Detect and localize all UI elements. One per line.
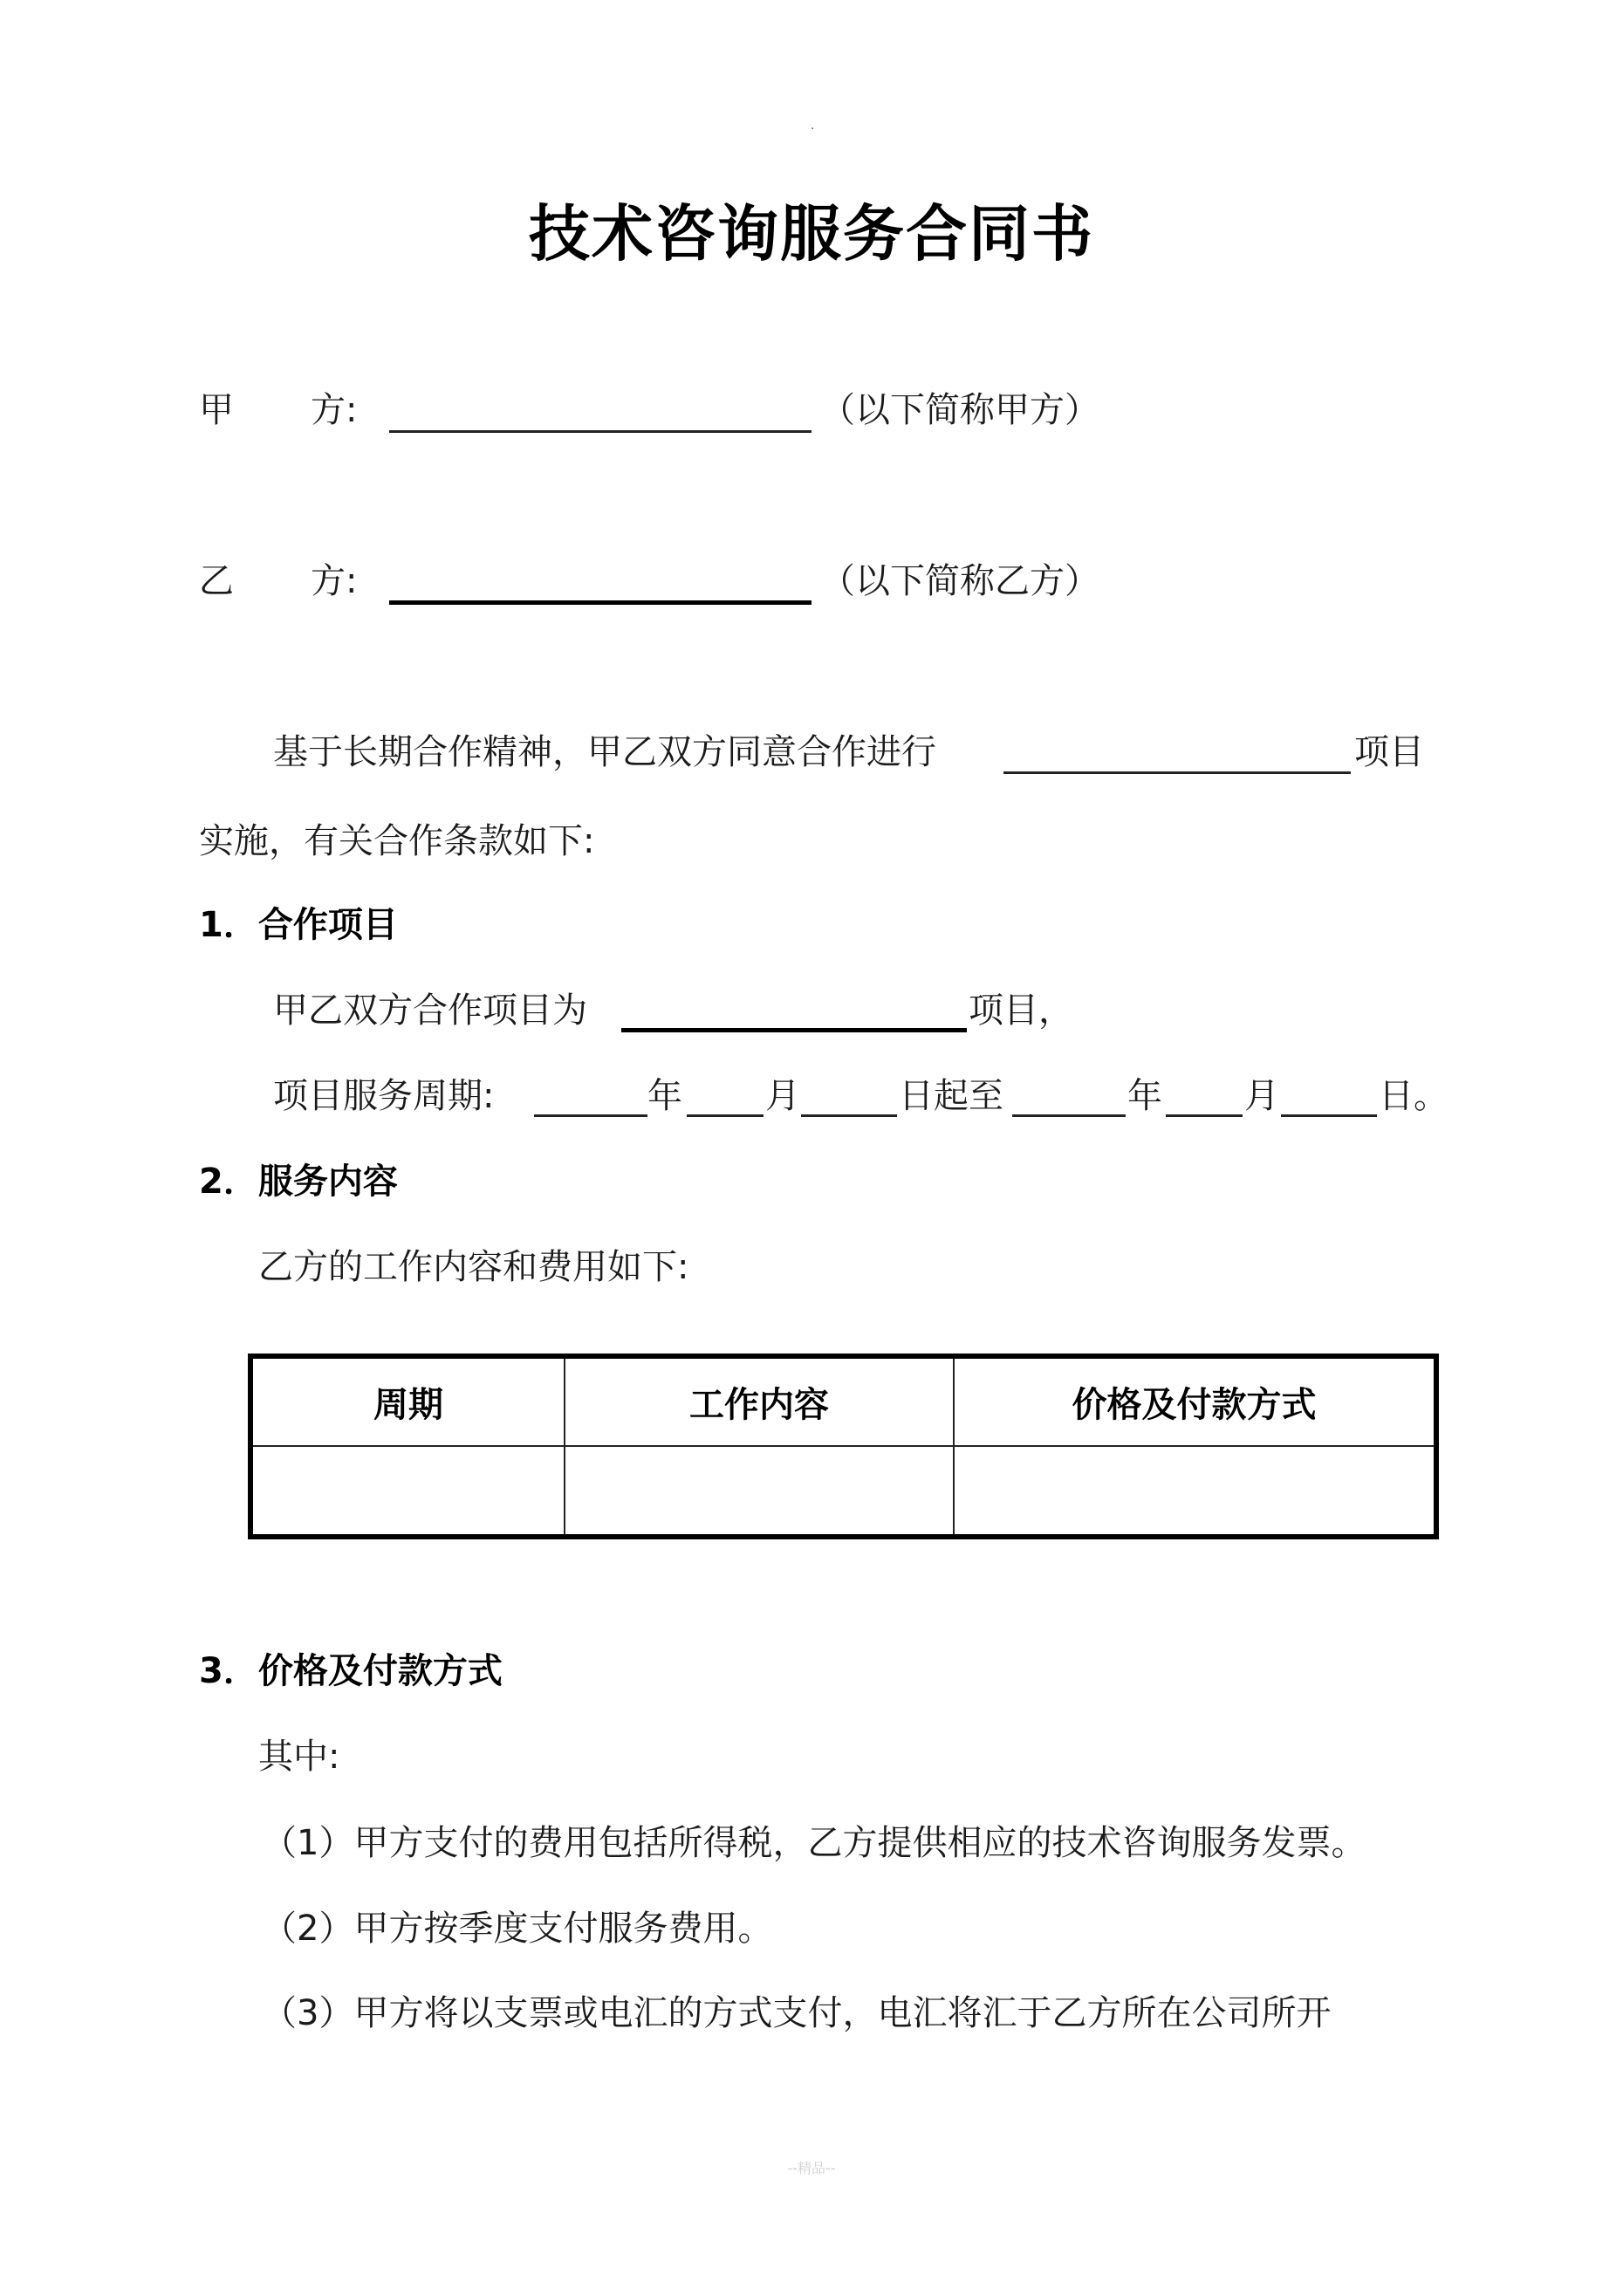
start-year-char: 年 (647, 1076, 682, 1116)
start-year-field[interactable] (534, 1079, 647, 1117)
table-header-row (250, 1356, 1436, 1446)
cooperation-project-underline (621, 1028, 967, 1032)
document-title: 技术咨询服务合同书 (529, 198, 1094, 270)
intro-line-1-prefix: 基于长期合作精神，甲乙双方同意合作进行 (273, 732, 936, 772)
service-table (248, 1354, 1439, 1539)
payment-term-2: （2）甲方按季度支付服务费用。 (262, 1909, 773, 1949)
party-a-label-1: 甲 (199, 390, 234, 430)
party-b-label-1: 乙 (199, 561, 234, 601)
end-month-underline (1166, 1114, 1243, 1117)
party-a-label-2: 方: (311, 390, 358, 430)
end-day-field[interactable] (1281, 1079, 1377, 1117)
section-1-item-suffix: 项目， (969, 990, 1073, 1031)
section-2-intro: 乙方的工作内容和费用如下: (258, 1247, 689, 1287)
start-month-char: 月 (765, 1076, 800, 1116)
section-1-heading: 1．合作项目 (199, 905, 398, 945)
party-a-note: （以下简称甲方） (820, 390, 1099, 430)
table-row (250, 1446, 1436, 1537)
party-b-label-2: 方: (311, 561, 358, 601)
start-day-underline (801, 1114, 897, 1117)
column-header-work-content: 工作内容 (565, 1356, 954, 1446)
payment-term-3: （3）甲方将以支票或电汇的方式支付，电汇将汇于乙方所在公司所开 (262, 1993, 1332, 2033)
end-month-char: 月 (1244, 1076, 1279, 1116)
party-a-underline (389, 430, 812, 433)
cell-work-content[interactable] (565, 1446, 954, 1537)
column-header-period: 周期 (250, 1356, 565, 1446)
service-period-label: 项目服务周期: (273, 1076, 495, 1116)
section-2-heading: 2．服务内容 (199, 1162, 398, 1202)
column-header-price-payment: 价格及付款方式 (954, 1356, 1436, 1446)
start-month-field[interactable] (687, 1079, 764, 1117)
day-from-text: 日起至 (899, 1076, 1003, 1116)
payment-term-1: （1）甲方支付的费用包括所得税，乙方提供相应的技术咨询服务发票。 (262, 1823, 1366, 1863)
start-month-underline (687, 1114, 764, 1117)
header-mark: · (811, 122, 815, 136)
party-b-note: （以下简称乙方） (820, 561, 1099, 601)
end-year-underline (1012, 1114, 1126, 1117)
section-3-intro: 其中: (258, 1737, 340, 1777)
section-3-heading: 3．价格及付款方式 (199, 1651, 503, 1691)
end-year-char: 年 (1127, 1076, 1162, 1116)
intro-line-2: 实施，有关合作条款如下: (199, 821, 595, 861)
day-end-text: 日。 (1379, 1076, 1448, 1116)
cooperation-project-field[interactable] (621, 993, 967, 1031)
footer-watermark: --精品-- (787, 2160, 836, 2176)
cell-period[interactable] (250, 1446, 565, 1537)
end-day-underline (1281, 1114, 1377, 1117)
party-a-name-field[interactable] (389, 393, 812, 431)
intro-project-underline (1003, 771, 1351, 774)
cell-price-payment[interactable] (954, 1446, 1436, 1537)
end-month-field[interactable] (1166, 1079, 1243, 1117)
start-day-field[interactable] (801, 1079, 897, 1117)
intro-line-1-suffix: 项目 (1354, 732, 1424, 772)
section-1-item-prefix: 甲乙双方合作项目为 (273, 990, 587, 1031)
intro-project-field[interactable] (1003, 735, 1351, 773)
end-year-field[interactable] (1012, 1079, 1126, 1117)
start-year-underline (534, 1114, 647, 1117)
party-b-name-field[interactable] (389, 564, 812, 602)
party-b-underline (389, 600, 812, 605)
